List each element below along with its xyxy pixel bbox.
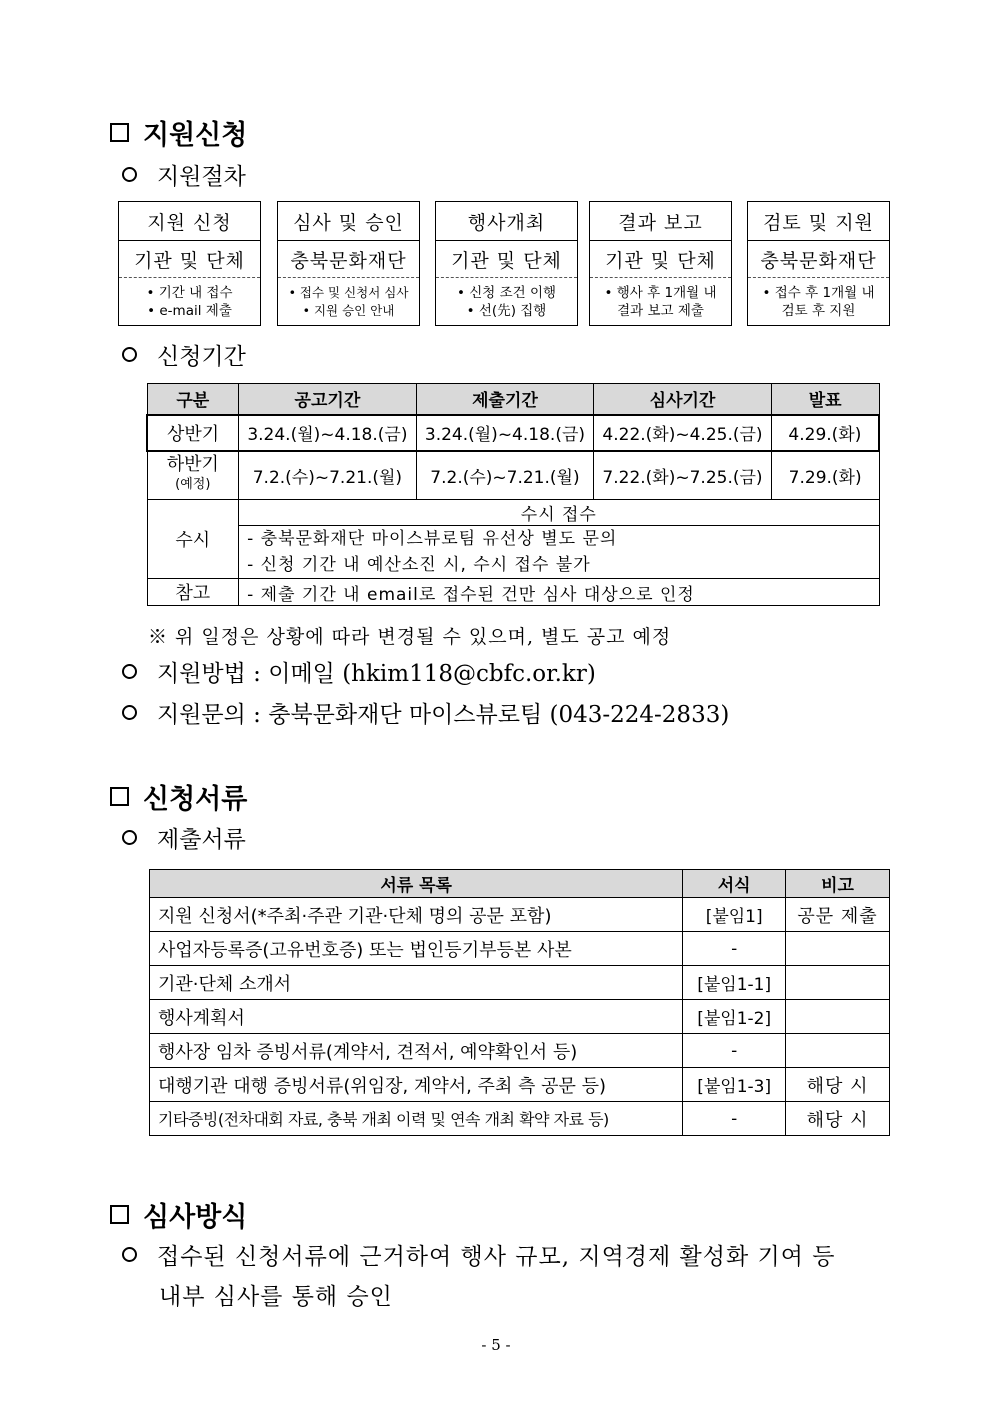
table-row: 행사장 임차 증빙서류(계약서, 견적서, 예약확인서 등) -: [150, 1034, 890, 1068]
checkbox-square-icon: [110, 1205, 129, 1224]
table-row: 지원 신청서(*주최·주관 기관·단체 명의 공문 포함) [붙임1] 공문 제출: [150, 898, 890, 932]
circle-bullet-icon: [122, 664, 137, 679]
section-title-documents: 신청서류: [110, 777, 247, 816]
table-row: 참고 - 제출 기간 내 email로 접수된 건만 심사 대상으로 인정: [147, 579, 879, 606]
section-title-application: 지원신청: [110, 113, 247, 152]
page-number: - 5 -: [481, 1336, 511, 1354]
table-row: 기관·단체 소개서 [붙임1-1]: [150, 966, 890, 1000]
table-row: 사업자등록증(고유번호증) 또는 법인등기부등본 사본 -: [150, 932, 890, 966]
documents-table: [149, 869, 890, 1136]
procedure-step-2: 심사 및 승인 충북문화재단 • 접수 및 신청서 심사 • 지원 승인 안내: [277, 201, 420, 326]
circle-bullet-icon: [122, 167, 137, 182]
checkbox-square-icon: [110, 787, 129, 806]
circle-bullet-icon: [122, 347, 137, 362]
subheading-procedure: 지원절차: [122, 158, 246, 191]
procedure-step-3: 행사개최 기관 및 단체 • 신청 조건 이행 • 선(先) 집행: [435, 201, 578, 326]
subheading-period: 신청기간: [122, 338, 246, 371]
procedure-step-1: 지원 신청 기관 및 단체 • 기간 내 접수 • e-mail 제출: [118, 201, 261, 326]
procedure-step-4: 결과 보고 기관 및 단체 • 행사 후 1개월 내 결과 보고 제출: [589, 201, 732, 326]
circle-bullet-icon: [122, 830, 137, 845]
circle-bullet-icon: [122, 1247, 137, 1262]
table-header-row: 구분 공고기간 제출기간 심사기간 발표: [147, 384, 879, 415]
application-method: 지원방법 : 이메일 (hkim118@cbfc.or.kr): [122, 655, 596, 688]
table-row: 수시 수시 접수: [147, 500, 879, 526]
circle-bullet-icon: [122, 705, 137, 720]
procedure-step-5: 검토 및 지원 충북문화재단 • 접수 후 1개월 내 검토 후 지원: [747, 201, 890, 326]
table-row: 대행기관 대행 증빙서류(위임장, 계약서, 주최 측 공문 등) [붙임1-3] 해당 시: [150, 1068, 890, 1102]
section-title-review: 심사방식: [110, 1195, 247, 1234]
table-row: 기타증빙(전차대회 자료, 충북 개최 이력 및 연속 개최 확약 자료 등) - 해당 시: [150, 1102, 890, 1136]
subheading-submit-documents: 제출서류: [122, 821, 246, 854]
schedule-notice: ※ 위 일정은 상황에 따라 변경될 수 있으며, 별도 공고 예정: [148, 626, 672, 648]
table-row: - 충북문화재단 마이스뷰로팀 유선상 별도 문의 - 신청 기간 내 예산소진 시, 수시 접수 불가: [147, 526, 879, 579]
table-row: 하반기 (예정) 7.2.(수)~7.21.(월) 7.2.(수)~7.21.(월) 7.22.(화)~7.25.(금) 7.29.(화): [147, 451, 879, 500]
table-header-row: 서류 목록 서식 비고: [150, 870, 890, 898]
review-method-line2: 내부 심사를 통해 승인: [159, 1284, 393, 1310]
application-inquiry: 지원문의 : 충북문화재단 마이스뷰로팀 (043-224-2833): [122, 696, 729, 729]
table-row: 상반기 3.24.(월)~4.18.(금) 3.24.(월)~4.18.(금) 4.22.(화)~4.25.(금) 4.29.(화): [147, 415, 879, 451]
table-row: 행사계획서 [붙임1-2]: [150, 1000, 890, 1034]
review-method-line1: 접수된 신청서류에 근거하여 행사 규모, 지역경제 활성화 기여 등: [122, 1238, 835, 1271]
checkbox-square-icon: [110, 123, 129, 142]
period-table: [146, 383, 880, 606]
